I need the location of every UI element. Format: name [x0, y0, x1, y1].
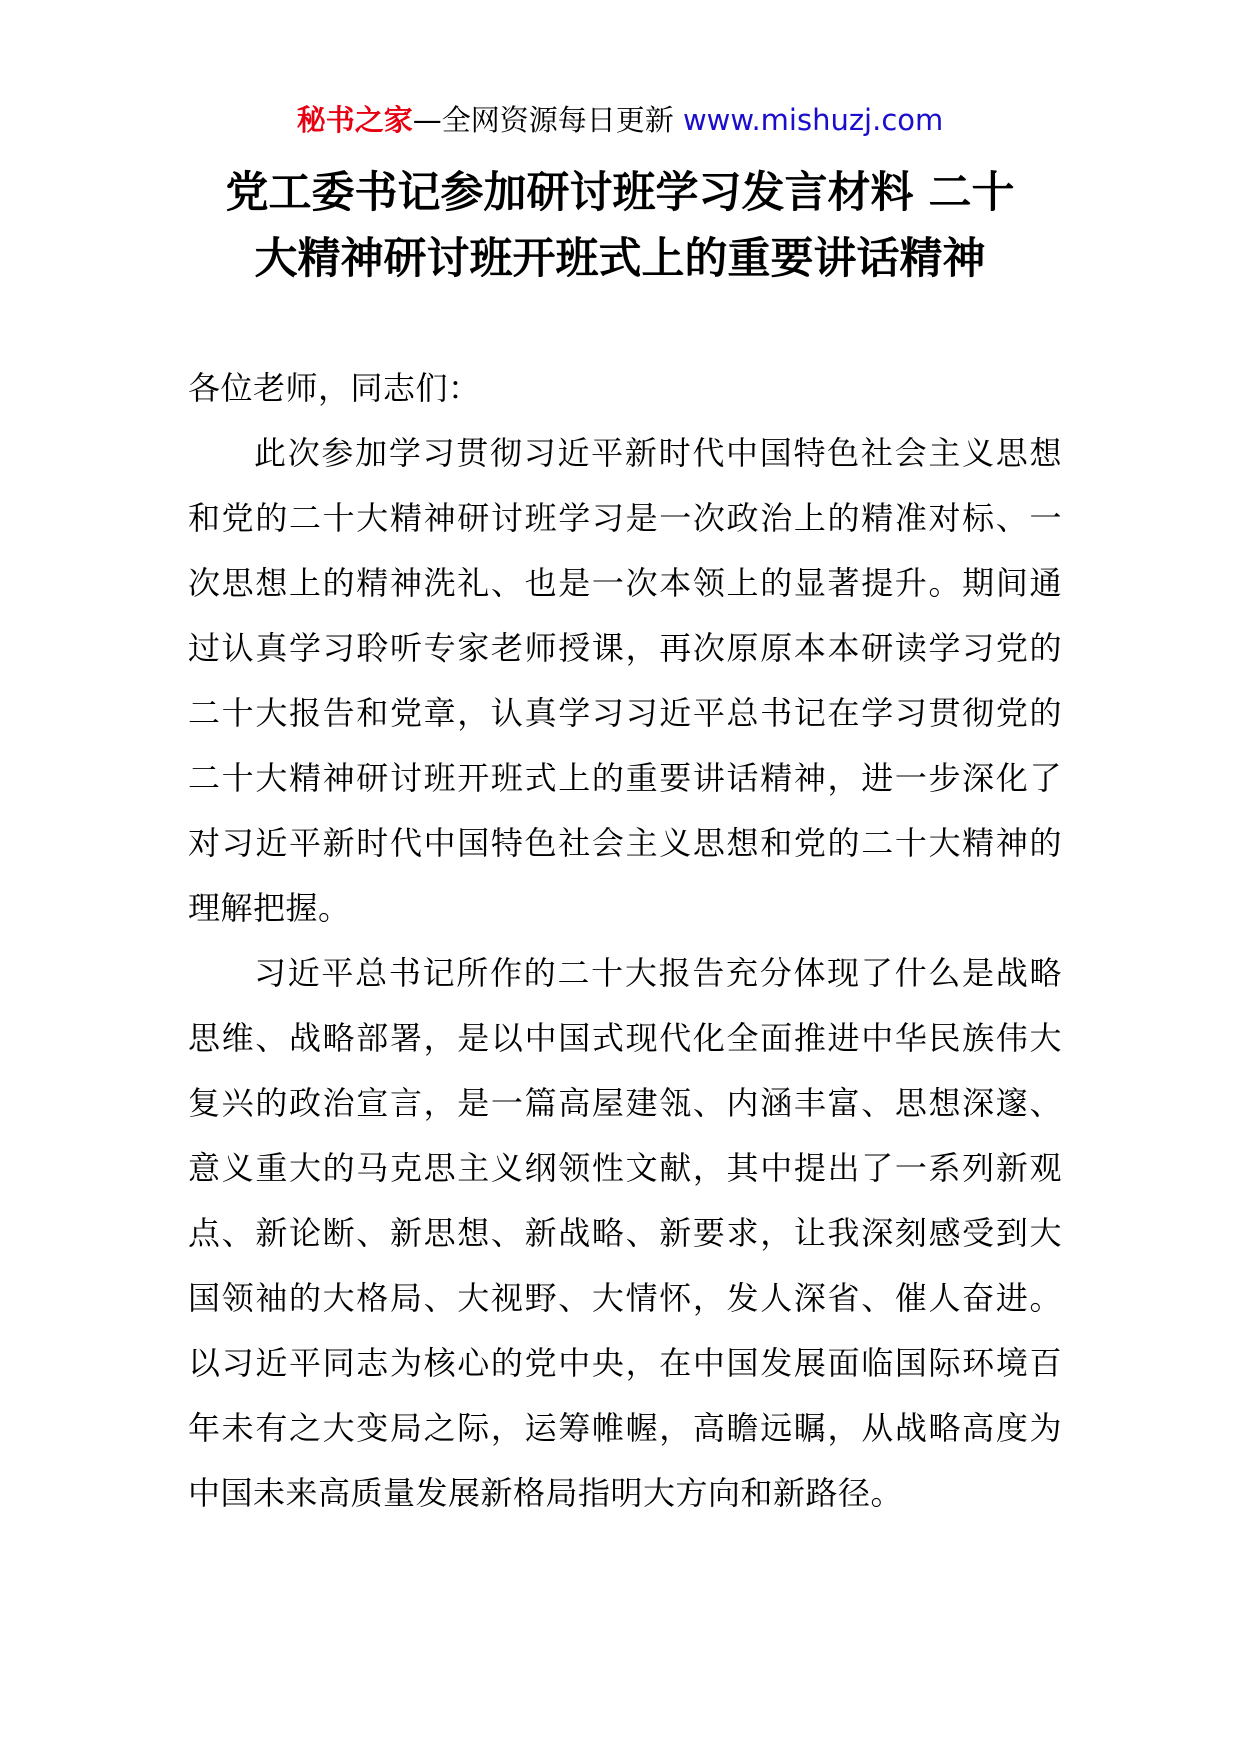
site-header [0, 100, 1240, 140]
title-line-1: 党工委书记参加研讨班学习发言材料 二十 [225, 168, 1015, 218]
site-url-link[interactable]: www.mishuzj.com [682, 103, 944, 137]
document-title [160, 160, 1080, 292]
brand-name: 秘书之家 [296, 103, 413, 137]
salutation: 各位老师，同志们： [188, 369, 481, 407]
header-tagline: —全网资源每日更新 [412, 103, 683, 137]
paragraph: 习近平总书记所作的二十大报告充分体现了什么是战略思维、战略部署，是以中国式现代化全面推进中华民族伟大复兴的政治宣言，是一篇高屋建瓴、内涵丰富、思想深邃、意义重大的马克思主义纲领性文献，其中提出了一系列新观点、新论断、新思想、新战略、新要求，让我深刻感受到大国领袖的大格局、大视野、大情怀，发人深省、催人奋进。以习近平同志为核心的党中央，在中国发展面临国际环境百年未有之大变局之际，运筹帷幄，高瞻远瞩，从战略高度为中国未来高质量发展新格局指明大方向和新路径。 [188, 954, 1062, 1512]
paragraph: 此次参加学习贯彻习近平新时代中国特色社会主义思想和党的二十大精神研讨班学习是一次政治上的精准对标、一次思想上的精神洗礼、也是一次本领上的显著提升。期间通过认真学习聆听专家老师授课，再次原原本本研读学习党的二十大报告和党章，认真学习习近平总书记在学习贯彻党的二十大精神研讨班开班式上的重要讲话精神，进一步深化了对习近平新时代中国特色社会主义思想和党的二十大精神的理解把握。 [188, 434, 1062, 927]
document-body [188, 356, 1062, 1526]
title-line-2: 大精神研讨班开班式上的重要讲话精神 [254, 234, 986, 284]
